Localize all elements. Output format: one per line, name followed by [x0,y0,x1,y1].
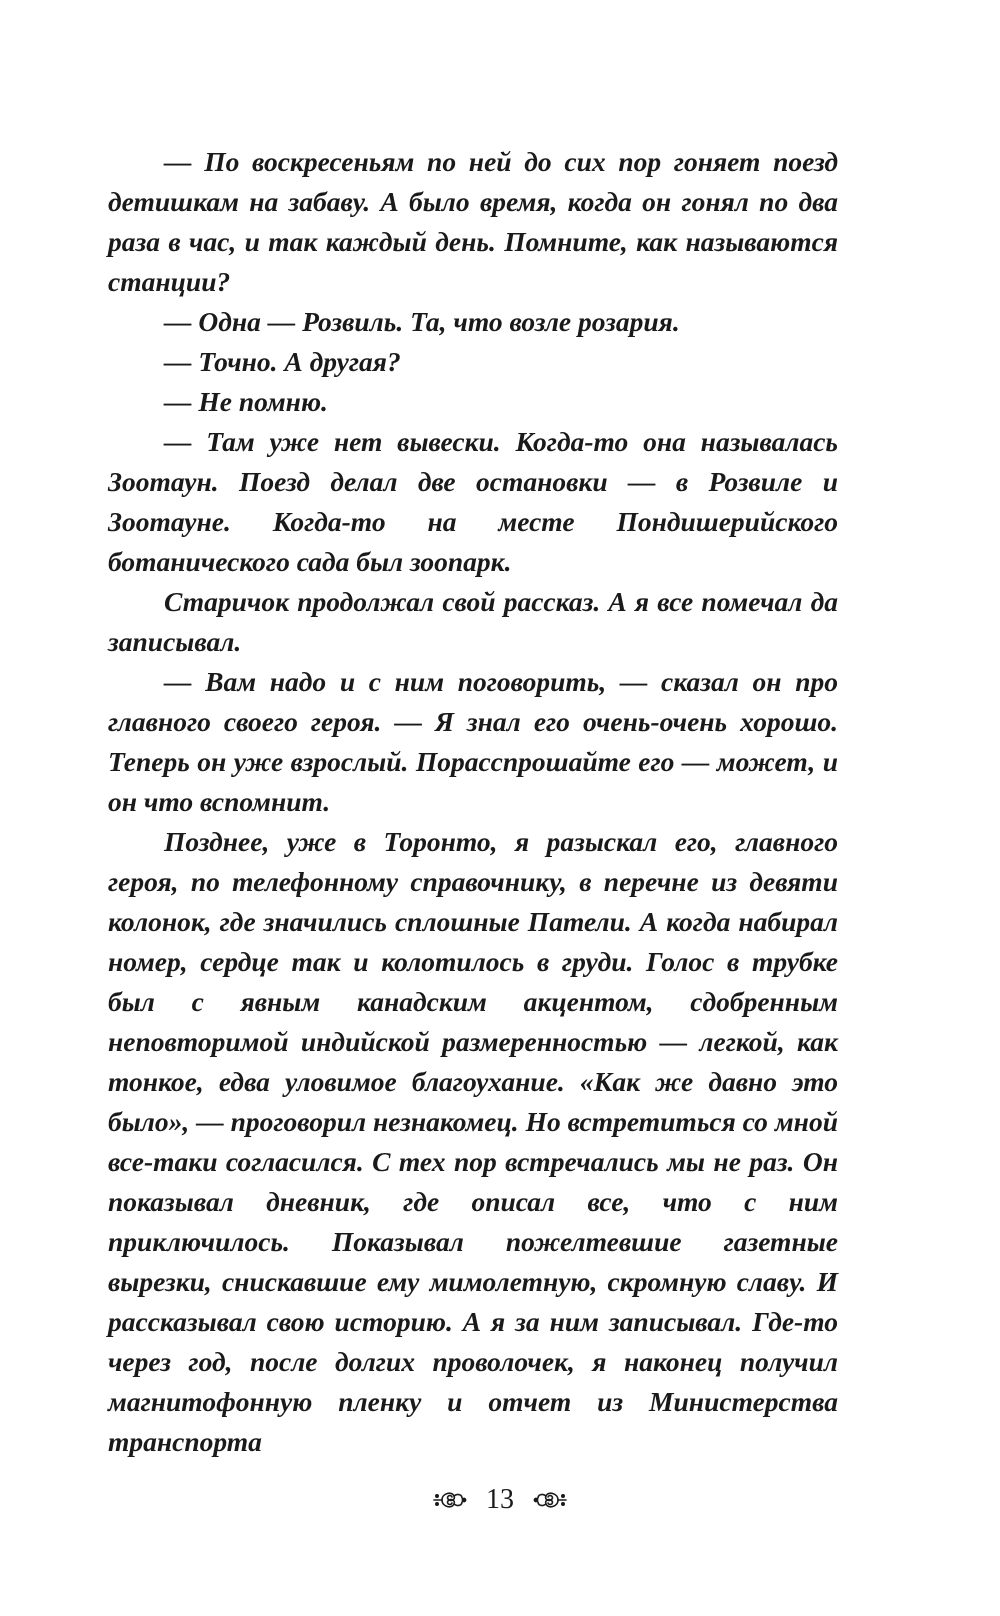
page-footer [0,1480,1000,1520]
fleuron-right-icon [532,1487,568,1513]
paragraph-1: — По воскресеньям по ней до сих пор гоняет поезд детишкам на забаву. А было время, когда он гонял по два раза в час, и так каждый день. Помните, как называются станции? [108,146,838,297]
paragraph-2: — Одна — Розвиль. Та, что возле розария. [164,306,680,337]
paragraph-3: — Точно. А другая? [164,346,401,377]
fleuron-left-icon [432,1487,468,1513]
body-text [108,142,838,1462]
paragraph-8: Позднее, уже в Торонто, я разыскал его, главного героя, по телефонному справочнику, в перечне из девяти колонок, где значились сплошные Патели. А когда набирал номер, сердце так и колотилось в груди. Голос в трубке был с явным канадским акцентом, сдобренным неповторимой индийской размеренностью — легкой, как тонкое, едва уловимое благоухание. «Как же давно это было», — проговорил незнакомец. Но встретиться со мной все-таки согласился. С тех пор встречались мы не раз. Он показывал дневник, где описал все, что с ним приключилось. Показывал пожелтевшие газетные вырезки, снискавшие ему мимолетную, скромную славу. И рассказывал свою историю. А я за ним записывал. Где-то через год, после долгих проволочек, я наконец получил магнитофонную пленку и отчет из Министерства транспорта [108,826,838,1457]
paragraph-4: — Не помню. [164,386,328,417]
paragraph-5: — Там уже нет вывески. Когда-то она называлась Зоотаун. Поезд делал две остановки — в Розвиле и Зоотауне. Когда-то на месте Пондишерийского ботанического сада был зоопарк. [108,426,838,577]
paragraph-7: — Вам надо и с ним поговорить, — сказал он про главного своего героя. — Я знал его очень-очень хорошо. Теперь он уже взрослый. Порасспрошайте его — может, и он что вспомнит. [108,666,838,817]
paragraph-6: Старичок продолжал свой рассказ. А я все помечал да записывал. [108,586,838,657]
page-number: 13 [486,1484,514,1515]
